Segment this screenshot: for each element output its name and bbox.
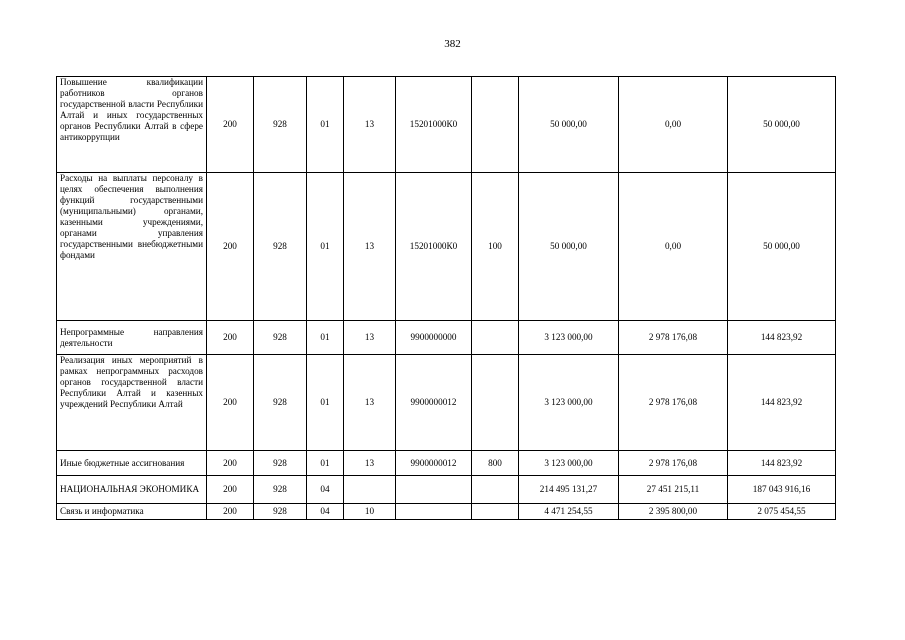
cell-c5: 15201000К0	[396, 173, 472, 321]
cell-c4: 13	[344, 355, 396, 451]
cell-c1: 200	[207, 77, 254, 173]
row-name: Реализация иных мероприятий в рамках непрограммных расходов органов государственной власти Республики Алтай и казенных учреждений Республики Алтай	[57, 355, 207, 451]
cell-amount: 50 000,00	[519, 77, 619, 173]
cell-c4: 13	[344, 451, 396, 476]
table-row	[57, 451, 836, 476]
cell-remainder: 2 075 454,55	[728, 504, 836, 520]
cell-c1: 200	[207, 173, 254, 321]
cell-executed: 27 451 215,11	[619, 476, 728, 504]
page-number: 382	[444, 38, 461, 50]
row-name: НАЦИОНАЛЬНАЯ ЭКОНОМИКА	[57, 476, 207, 504]
cell-c6	[472, 321, 519, 355]
cell-c3: 04	[307, 504, 344, 520]
cell-c2: 928	[254, 77, 307, 173]
cell-c6: 800	[472, 451, 519, 476]
table-row	[57, 77, 836, 173]
cell-c4: 13	[344, 321, 396, 355]
cell-amount: 3 123 000,00	[519, 321, 619, 355]
cell-c6	[472, 476, 519, 504]
cell-remainder: 50 000,00	[728, 173, 836, 321]
cell-c5: 9900000000	[396, 321, 472, 355]
table-row	[57, 355, 836, 451]
cell-c5	[396, 504, 472, 520]
cell-c2: 928	[254, 476, 307, 504]
row-name: Непрограммные направления деятельности	[57, 321, 207, 355]
cell-remainder: 187 043 916,16	[728, 476, 836, 504]
cell-c1: 200	[207, 321, 254, 355]
table-row	[57, 173, 836, 321]
cell-c3: 01	[307, 451, 344, 476]
cell-executed: 0,00	[619, 173, 728, 321]
row-name: Иные бюджетные ассигнования	[57, 451, 207, 476]
cell-amount: 4 471 254,55	[519, 504, 619, 520]
table-row	[57, 504, 836, 520]
cell-remainder: 144 823,92	[728, 321, 836, 355]
cell-c5	[396, 476, 472, 504]
cell-c4: 13	[344, 173, 396, 321]
cell-c1: 200	[207, 451, 254, 476]
cell-c4: 13	[344, 77, 396, 173]
row-name: Связь и информатика	[57, 504, 207, 520]
cell-amount: 3 123 000,00	[519, 451, 619, 476]
cell-c5: 9900000012	[396, 451, 472, 476]
cell-remainder: 144 823,92	[728, 355, 836, 451]
cell-amount: 50 000,00	[519, 173, 619, 321]
cell-c2: 928	[254, 173, 307, 321]
cell-executed: 0,00	[619, 77, 728, 173]
cell-c3: 01	[307, 355, 344, 451]
cell-c6	[472, 504, 519, 520]
cell-c5: 15201000К0	[396, 77, 472, 173]
cell-remainder: 50 000,00	[728, 77, 836, 173]
cell-c3: 01	[307, 173, 344, 321]
cell-c2: 928	[254, 451, 307, 476]
cell-executed: 2 395 800,00	[619, 504, 728, 520]
cell-c2: 928	[254, 355, 307, 451]
cell-remainder: 144 823,92	[728, 451, 836, 476]
cell-c6: 100	[472, 173, 519, 321]
row-name: Расходы на выплаты персоналу в целях обеспечения выполнения функций государственными (муниципальными) органами, казенными учреждениями, органами управления государственными внебюджетными фондами	[57, 173, 207, 321]
table-row	[57, 476, 836, 504]
row-name: Повышение квалификации работников органов государственной власти Республики Алтай и иных государственных органов Республики Алтай в сфере антикоррупции	[57, 77, 207, 173]
cell-amount: 214 495 131,27	[519, 476, 619, 504]
budget-table	[56, 76, 836, 520]
cell-c1: 200	[207, 504, 254, 520]
cell-c1: 200	[207, 476, 254, 504]
cell-c3: 01	[307, 77, 344, 173]
cell-executed: 2 978 176,08	[619, 451, 728, 476]
cell-c4: 10	[344, 504, 396, 520]
table-row	[57, 321, 836, 355]
cell-c6	[472, 355, 519, 451]
cell-c1: 200	[207, 355, 254, 451]
cell-executed: 2 978 176,08	[619, 321, 728, 355]
cell-c2: 928	[254, 321, 307, 355]
cell-executed: 2 978 176,08	[619, 355, 728, 451]
cell-c5: 9900000012	[396, 355, 472, 451]
cell-c2: 928	[254, 504, 307, 520]
cell-c4	[344, 476, 396, 504]
cell-c6	[472, 77, 519, 173]
cell-c3: 01	[307, 321, 344, 355]
cell-c3: 04	[307, 476, 344, 504]
cell-amount: 3 123 000,00	[519, 355, 619, 451]
